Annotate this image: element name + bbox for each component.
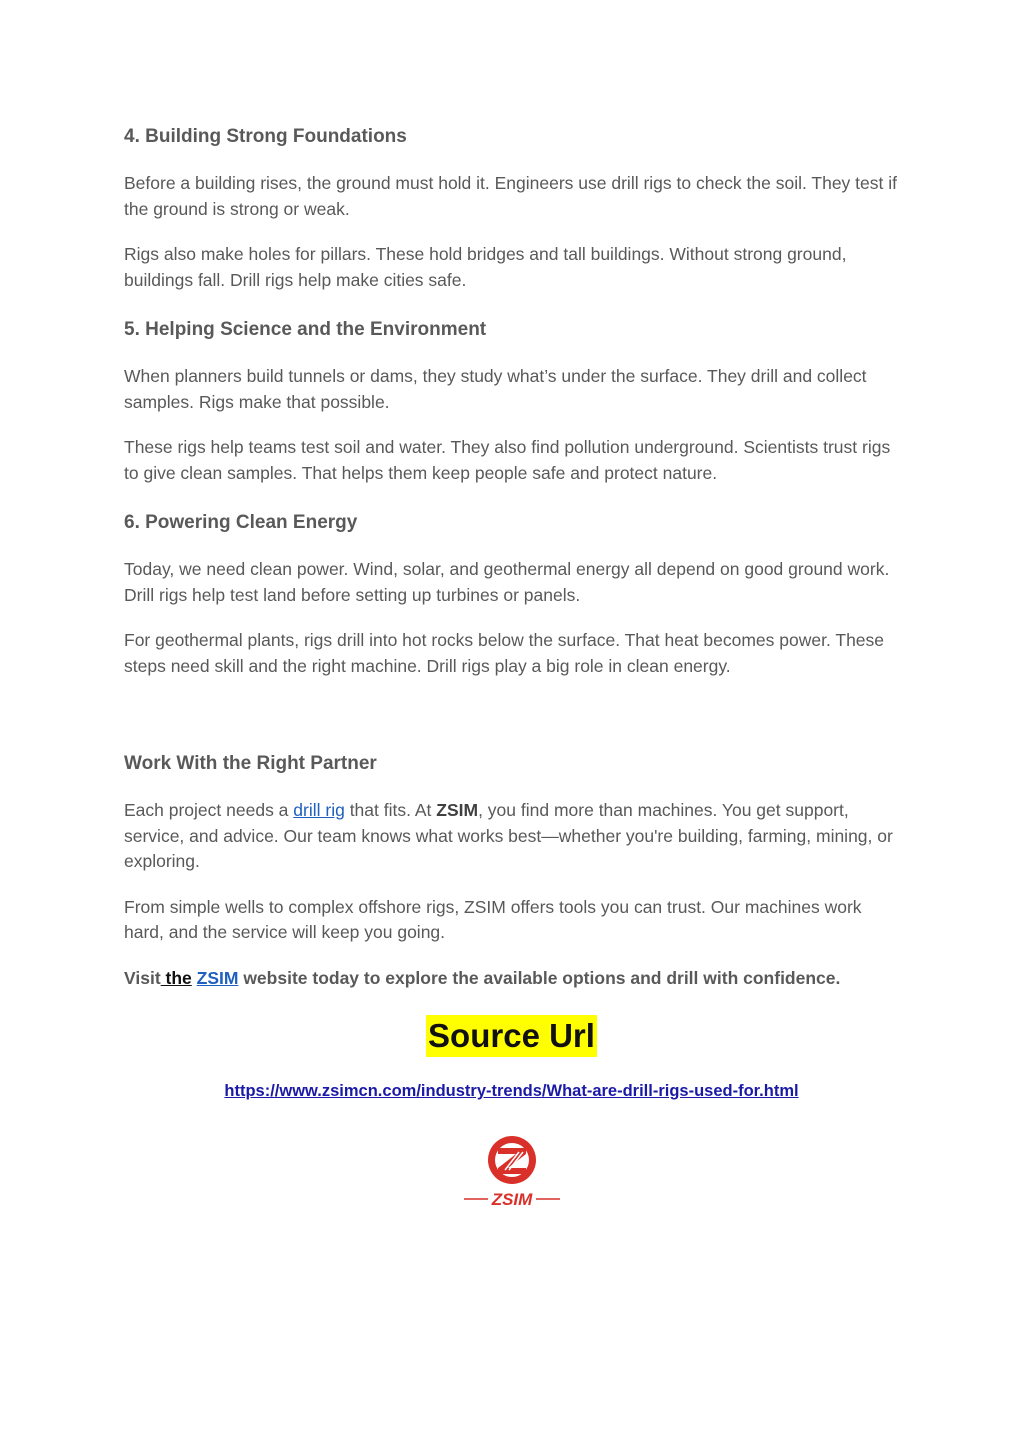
partner-heading: Work With the Right Partner (124, 753, 377, 774)
paragraph: Today, we need clean power. Wind, solar, and geothermal energy all depend on good ground work. Drill rigs help test land before setting up turbines or panels. (124, 559, 890, 605)
partner-paragraph: From simple wells to complex offshore rigs, ZSIM offers tools you can trust. Our machines work hard, and the service will keep you going. (124, 896, 862, 942)
paragraph: Before a building rises, the ground must hold it. Engineers use drill rigs to check the soil. They test if the ground is strong or weak. (124, 173, 897, 219)
drill-rig-link[interactable]: drill rig (293, 800, 345, 820)
source-url-link[interactable]: https://www.zsimcn.com/industry-trends/What-are-drill-rigs-used-for.html (224, 1082, 799, 1100)
paragraph: For geothermal plants, rigs drill into hot rocks below the surface. That heat becomes power. These steps need skill and the right machine. Drill rigs play a big role in clean energy. (124, 630, 885, 676)
paragraph: When planners build tunnels or dams, they study what’s under the surface. They drill and collect samples. Rigs make that possible. (124, 366, 867, 412)
text-run: Visit (124, 967, 161, 988)
zsim-website-link[interactable]: ZSIM (196, 967, 239, 988)
text-run: the (160, 967, 192, 988)
logo-wordmark: ZSIM (491, 1190, 533, 1209)
paragraph: These rigs help teams test soil and water. They also find pollution underground. Scientists trust rigs to give clean samples. That helps them keep people safe and protect nature. (124, 437, 891, 483)
source-title: Source Url (426, 1015, 597, 1057)
visit-callout (124, 966, 904, 992)
section-heading: 4. Building Strong Foundations (124, 126, 407, 147)
partner-paragraph (124, 798, 904, 875)
zsim-logo (462, 1130, 562, 1210)
text-run: Each project needs a (124, 800, 294, 820)
text-run: website today to explore the available options and drill with confidence. (238, 967, 841, 988)
text-run: that fits. At (344, 800, 437, 820)
brand-name: ZSIM (436, 800, 479, 820)
section-heading: 5. Helping Science and the Environment (124, 319, 487, 340)
paragraph: Rigs also make holes for pillars. These hold bridges and tall buildings. Without strong ground, buildings fall. Drill rigs help make cities safe. (124, 244, 847, 290)
source-block (0, 1015, 1023, 1057)
document-body (124, 124, 904, 991)
source-url-row (0, 1082, 1023, 1101)
section-heading: 6. Powering Clean Energy (124, 512, 358, 533)
text-run: , you find more than machines. You get support, service, and advice. Our team knows what works best—whether you're building, farming, mining, or exploring. (124, 800, 893, 871)
